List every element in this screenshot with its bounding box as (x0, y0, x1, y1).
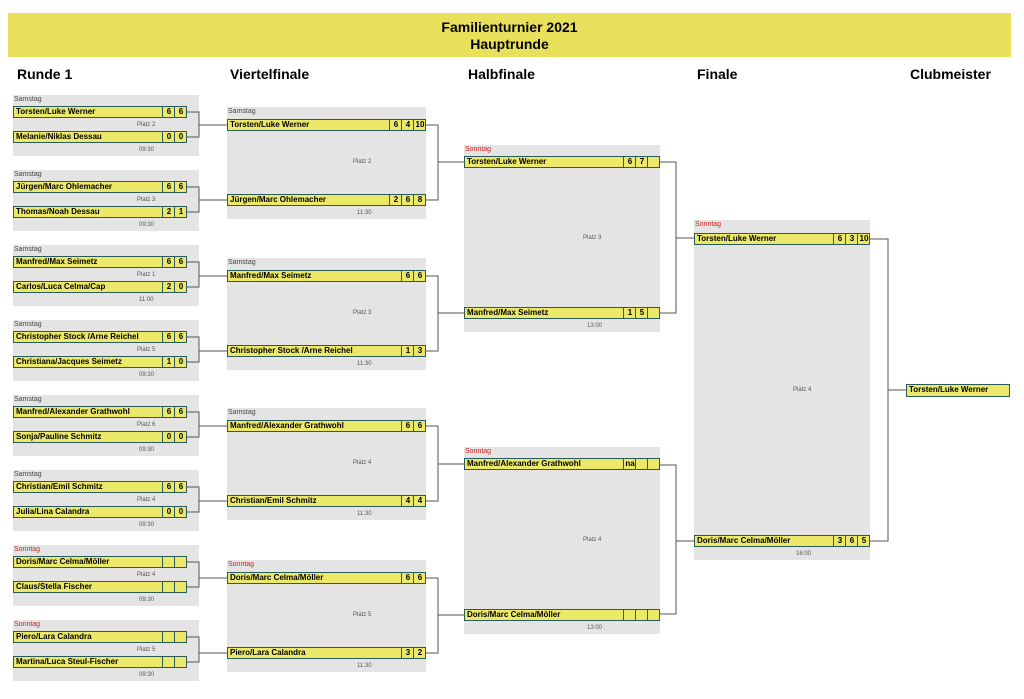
match-time: 09:30 (139, 672, 155, 678)
connector-line (660, 162, 676, 313)
court-label: Platz 5 (353, 612, 372, 618)
team-name: Manfred/Max Seimetz (16, 257, 98, 266)
court-label: Platz 5 (137, 647, 156, 653)
court-label: Platz 3 (137, 197, 156, 203)
set-score: 6 (174, 407, 187, 417)
match-day: Samstag (14, 96, 42, 103)
match-day: Samstag (14, 321, 42, 328)
page-title: Familienturnier 2021 (441, 19, 578, 35)
team-name: Doris/Marc Celma/Möller (697, 536, 791, 545)
set-score: 5 (857, 536, 870, 546)
set-score: 3 (401, 648, 414, 658)
set-score: 6 (174, 482, 187, 492)
match-time: 09:30 (139, 447, 155, 453)
set-score: 1 (162, 357, 175, 367)
court-label: Platz 1 (137, 272, 156, 278)
match-day: Sonntag (695, 221, 722, 228)
set-score: 6 (623, 157, 636, 167)
match-time: 16:00 (796, 551, 812, 557)
set-score: 6 (845, 536, 858, 546)
set-score: 2 (389, 195, 402, 205)
set-score: 6 (413, 271, 426, 281)
set-score: 6 (174, 257, 187, 267)
match-day: Samstag (14, 171, 42, 178)
team-name: Manfred/Max Seimetz (467, 308, 549, 317)
match-day: Sonntag (465, 146, 492, 153)
team-name: Julia/Lina Calandra (16, 507, 90, 516)
team-name: Sonja/Pauline Schmitz (16, 432, 102, 441)
set-score: 6 (174, 182, 187, 192)
team-name: Jürgen/Marc Ohlemacher (230, 195, 327, 204)
set-score: 6 (401, 421, 414, 431)
team-name: Christopher Stock /Arne Reichel (230, 346, 353, 355)
set-score: 0 (174, 357, 187, 367)
set-score: 6 (833, 234, 846, 244)
champion-name: Torsten/Luke Werner (909, 385, 989, 394)
team-name: Piero/Lara Calandra (16, 632, 92, 641)
set-score: 3 (833, 536, 846, 546)
set-score: 1 (623, 308, 636, 318)
court-label: Platz 4 (137, 572, 156, 578)
set-score: 3 (845, 234, 858, 244)
team-name: Piero/Lara Calandra (230, 648, 306, 657)
team-name: Manfred/Alexander Grathwohl (230, 421, 344, 430)
set-score: 10 (857, 234, 870, 244)
set-score: 2 (162, 282, 175, 292)
page-subtitle: Hauptrunde (470, 36, 549, 52)
round-header-vf: Viertelfinale (230, 66, 310, 82)
match-day: Sonntag (228, 561, 255, 568)
set-score: 6 (174, 107, 187, 117)
connector-line (187, 637, 199, 662)
connector-line (660, 465, 676, 614)
court-label: Platz 3 (353, 310, 372, 316)
match-time: 09:30 (139, 147, 155, 153)
match-time: 11:30 (357, 511, 372, 517)
set-score: 8 (413, 195, 426, 205)
set-score: 6 (162, 332, 175, 342)
match-day: Samstag (228, 259, 256, 266)
set-score: 6 (413, 421, 426, 431)
match-time: 11:30 (357, 210, 372, 216)
set-score: 0 (162, 132, 175, 142)
court-label: Platz 5 (137, 347, 156, 353)
team-name: Torsten/Luke Werner (697, 234, 777, 243)
set-score: 6 (413, 573, 426, 583)
team-name: Martina/Luca Steul-Fischer (16, 657, 119, 666)
connector-line (187, 187, 199, 212)
connector-line (187, 337, 199, 362)
match-time: 11:00 (139, 297, 154, 303)
team-name: Jürgen/Marc Ohlemacher (16, 182, 113, 191)
set-score: 6 (401, 271, 414, 281)
team-name: Christiana/Jacques Seimetz (16, 357, 122, 366)
set-score: 0 (174, 132, 187, 142)
connector-line (870, 239, 888, 541)
team-name: Claus/Stella Fischer (16, 582, 93, 591)
set-score: 4 (401, 120, 414, 130)
set-score: 6 (162, 407, 175, 417)
set-score: 6 (162, 482, 175, 492)
match-time: 11:30 (357, 361, 372, 367)
team-name: Manfred/Alexander Grathwohl (16, 407, 130, 416)
connector-line (426, 276, 438, 351)
court-label: Platz 2 (137, 122, 156, 128)
set-score: 5 (635, 308, 648, 318)
match-day: Sonntag (465, 448, 492, 455)
court-label: Platz 4 (793, 387, 812, 393)
team-name: Doris/Marc Celma/Möller (230, 573, 324, 582)
round-header-cm: Clubmeister (910, 66, 991, 82)
match-time: 13:00 (587, 625, 603, 631)
connector-line (426, 125, 438, 200)
set-score: 6 (162, 107, 175, 117)
match-time: 09:30 (139, 372, 155, 378)
set-score: 2 (413, 648, 426, 658)
team-name: Torsten/Luke Werner (467, 157, 547, 166)
connector-line (187, 112, 199, 137)
round-header-r1: Runde 1 (17, 66, 73, 82)
match-day: Sonntag (14, 621, 41, 628)
match-day: Samstag (14, 246, 42, 253)
set-score: 0 (174, 282, 187, 292)
set-score: 1 (401, 346, 414, 356)
team-name: Torsten/Luke Werner (230, 120, 310, 129)
set-score: 6 (162, 257, 175, 267)
set-score: 7 (635, 157, 648, 167)
match-day: Samstag (14, 396, 42, 403)
match-day: Samstag (228, 409, 256, 416)
team-name: Christopher Stock /Arne Reichel (16, 332, 139, 341)
set-score: 1 (174, 207, 187, 217)
court-label: Platz 2 (353, 159, 372, 165)
set-score: na (623, 459, 636, 469)
team-name: Doris/Marc Celma/Möller (467, 610, 561, 619)
set-score: 4 (413, 496, 426, 506)
set-score: 6 (401, 195, 414, 205)
match-time: 09:30 (139, 522, 155, 528)
set-score: 4 (401, 496, 414, 506)
team-name: Christian/Emil Schmitz (16, 482, 103, 491)
match-time: 09:30 (139, 597, 155, 603)
team-name: Christian/Emil Schmitz (230, 496, 317, 505)
connector-line (187, 412, 199, 437)
set-score: 0 (174, 507, 187, 517)
connector-line (187, 487, 199, 512)
set-score: 0 (162, 432, 175, 442)
team-name: Carlos/Luca Celma/Cap (16, 282, 106, 291)
match-time: 11:30 (357, 663, 372, 669)
set-score: 6 (174, 332, 187, 342)
match-time: 09:30 (139, 222, 155, 228)
set-score: 0 (174, 432, 187, 442)
connector-line (426, 578, 438, 653)
round-header-f: Finale (697, 66, 738, 82)
match-day: Samstag (228, 108, 256, 115)
connector-line (426, 426, 438, 501)
court-label: Platz 6 (137, 422, 156, 428)
match-day: Samstag (14, 471, 42, 478)
round-header-hf: Halbfinale (468, 66, 535, 82)
set-score: 0 (162, 507, 175, 517)
team-name: Manfred/Alexander Grathwohl (467, 459, 581, 468)
set-score: 3 (413, 346, 426, 356)
court-label: Platz 4 (137, 497, 156, 503)
connector-line (187, 262, 199, 287)
team-name: Manfred/Max Seimetz (230, 271, 312, 280)
set-score: 2 (162, 207, 175, 217)
team-name: Doris/Marc Celma/Möller (16, 557, 110, 566)
set-score: 6 (401, 573, 414, 583)
court-label: Platz 3 (583, 235, 602, 241)
connector-line (187, 562, 199, 587)
team-name: Thomas/Noah Dessau (16, 207, 100, 216)
team-name: Melanie/Niklas Dessau (16, 132, 102, 141)
court-label: Platz 4 (353, 460, 372, 466)
set-score: 6 (389, 120, 402, 130)
team-name: Torsten/Luke Werner (16, 107, 96, 116)
set-score: 10 (413, 120, 426, 130)
set-score: 6 (162, 182, 175, 192)
court-label: Platz 4 (583, 537, 602, 543)
match-day: Sonntag (14, 546, 41, 553)
match-time: 13:00 (587, 323, 603, 329)
